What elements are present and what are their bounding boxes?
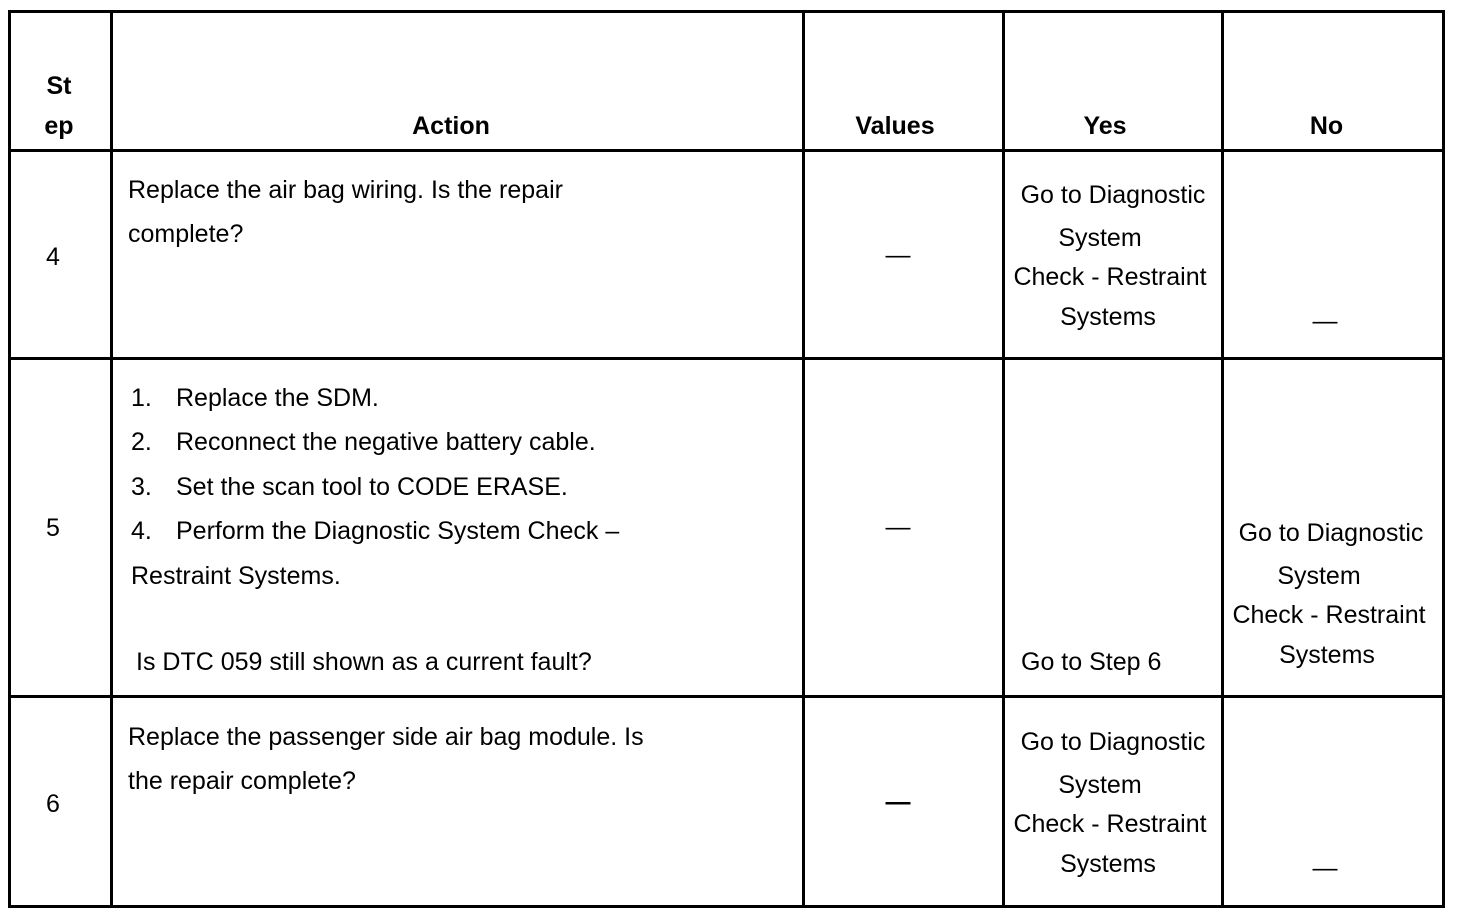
yes-text: Systems <box>1060 850 1156 878</box>
no-text: — <box>1312 854 1338 882</box>
no-text: System <box>1277 562 1361 590</box>
column-divider <box>802 10 805 908</box>
list-item-number: 3. <box>131 473 152 501</box>
header-step-line2: ep <box>44 112 74 140</box>
row-divider <box>8 695 1445 698</box>
values-text: — <box>885 788 911 816</box>
action-text: Replace the passenger side air bag module. Is <box>128 723 644 751</box>
step-number: 5 <box>46 514 60 542</box>
no-text: — <box>1312 307 1338 335</box>
list-item-number: 4. <box>131 517 152 545</box>
yes-text: Systems <box>1060 303 1156 331</box>
column-divider <box>1221 10 1224 908</box>
yes-text: Check - Restraint <box>1013 263 1207 291</box>
list-item-continuation: Restraint Systems. <box>131 562 341 590</box>
list-item-number: 2. <box>131 428 152 456</box>
header-yes: Yes <box>1083 112 1127 140</box>
yes-text: Check - Restraint <box>1013 810 1207 838</box>
yes-text: Go to Diagnostic <box>1020 728 1206 756</box>
list-item-text: Replace the SDM. <box>176 384 379 412</box>
yes-text: Go to Step 6 <box>1021 648 1162 676</box>
header-no: No <box>1309 112 1344 140</box>
row-divider <box>8 149 1445 152</box>
values-text: — <box>885 513 911 541</box>
row-divider <box>8 357 1445 360</box>
list-item-text: Reconnect the negative battery cable. <box>176 428 596 456</box>
yes-text: Go to Diagnostic <box>1020 181 1206 209</box>
step-number: 4 <box>46 243 60 271</box>
action-text: complete? <box>128 220 244 248</box>
list-item-number: 1. <box>131 384 152 412</box>
header-step-line1: St <box>46 72 72 100</box>
no-text: Go to Diagnostic <box>1238 519 1424 547</box>
action-text: Replace the air bag wiring. Is the repair <box>128 176 563 204</box>
question-text: Is DTC 059 still shown as a current fault? <box>136 648 592 676</box>
header-values: Values <box>855 112 935 140</box>
header-action: Action <box>412 112 490 140</box>
action-text: the repair complete? <box>128 767 356 795</box>
list-item-text: Set the scan tool to CODE ERASE. <box>176 473 568 501</box>
yes-text: System <box>1058 771 1142 799</box>
no-text: Check - Restraint <box>1232 601 1426 629</box>
column-divider <box>110 10 113 908</box>
yes-text: System <box>1058 224 1142 252</box>
list-item-text: Perform the Diagnostic System Check – <box>176 517 620 545</box>
no-text: Systems <box>1279 641 1375 669</box>
values-text: — <box>885 241 911 269</box>
step-number: 6 <box>46 790 60 818</box>
